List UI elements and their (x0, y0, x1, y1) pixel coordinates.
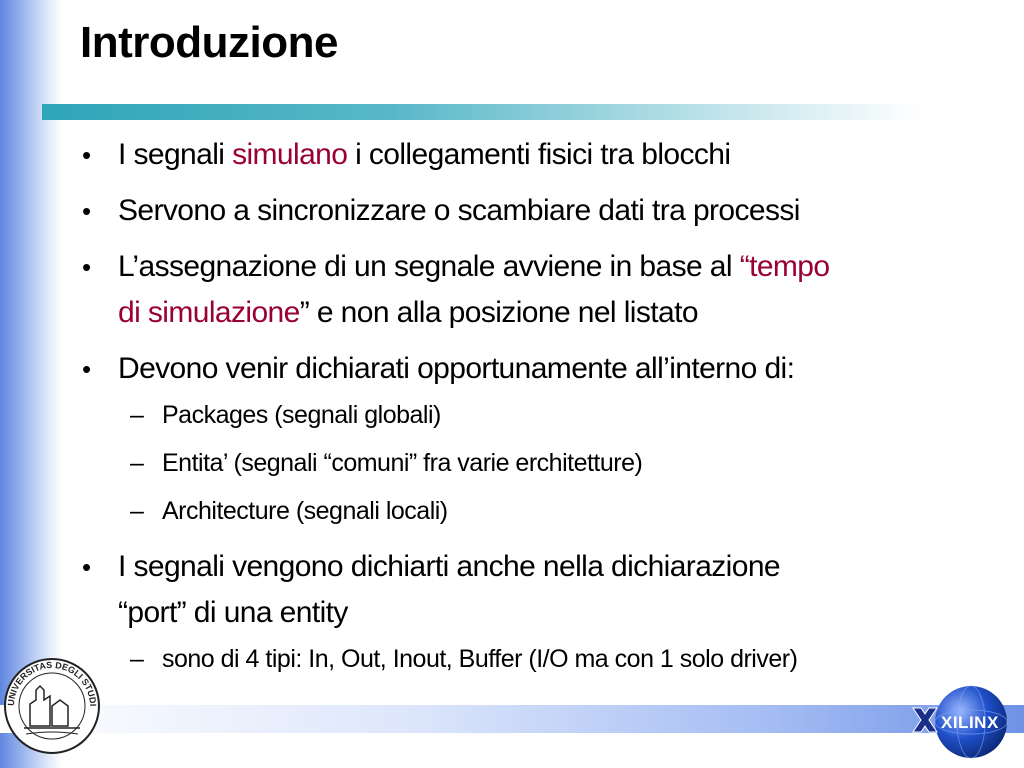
slide-title: Introduzione (80, 18, 338, 67)
bullet-text: Devono venir dichiarati opportunamente all’interno di: (118, 352, 795, 385)
bullet-item (82, 244, 942, 336)
sub-bullet-item (82, 396, 942, 434)
university-seal-icon (2, 656, 102, 756)
bullet-item (82, 544, 942, 636)
bullet-text: I segnali vengono dichiarti anche nella dichiarazione (118, 550, 780, 583)
bullet-mark: • (82, 252, 91, 282)
sub-bullet-mark: – (130, 449, 144, 477)
bullet-item (82, 132, 942, 178)
sub-bullet-item (82, 444, 942, 482)
sub-bullet-mark: – (130, 401, 144, 429)
bullet-highlight: simulano (232, 138, 348, 171)
sub-bullet-mark: – (130, 497, 144, 525)
bullet-mark: • (82, 552, 91, 582)
title-underline (42, 104, 922, 120)
xilinx-globe-icon (905, 680, 1020, 760)
bullet-highlight: “tempo (739, 250, 830, 283)
bullet-text: “port” di una entity (118, 596, 348, 629)
bullet-item (82, 188, 942, 234)
svg-text:UNIVERSITAS DEGLI STUDI: UNIVERSITAS DEGLI STUDI (5, 659, 99, 707)
bullet-text: I segnali (118, 138, 233, 171)
sub-bullet-item (82, 640, 942, 678)
bottom-gradient-band (0, 705, 1024, 733)
sub-bullet-item (82, 492, 942, 530)
bullet-item (82, 346, 942, 392)
sub-bullet-text: Packages (segnali globali) (162, 401, 441, 429)
sub-bullet-mark: – (130, 645, 144, 673)
sub-bullet-text: Entita’ (segnali “comuni” fra varie erchitetture) (162, 449, 643, 477)
sub-bullet-text: Architecture (segnali locali) (162, 497, 448, 525)
bullet-text: L’assegnazione di un segnale avviene in base al (118, 250, 740, 283)
bullet-text: i collegamenti fisici tra blocchi (347, 138, 731, 171)
bullet-highlight: di simulazione (118, 296, 300, 329)
sub-bullet-text: sono di 4 tipi: In, Out, Inout, Buffer (I/O ma con 1 solo driver) (162, 645, 798, 673)
slide-body (82, 132, 942, 688)
bullet-text: Servono a sincronizzare o scambiare dati tra processi (118, 194, 800, 227)
bullet-mark: • (82, 354, 91, 384)
bullet-mark: • (82, 196, 91, 226)
bullet-text: ” e non alla posizione nel listato (299, 296, 698, 329)
bullet-mark: • (82, 140, 91, 170)
svg-text:XILINX: XILINX (941, 713, 999, 732)
